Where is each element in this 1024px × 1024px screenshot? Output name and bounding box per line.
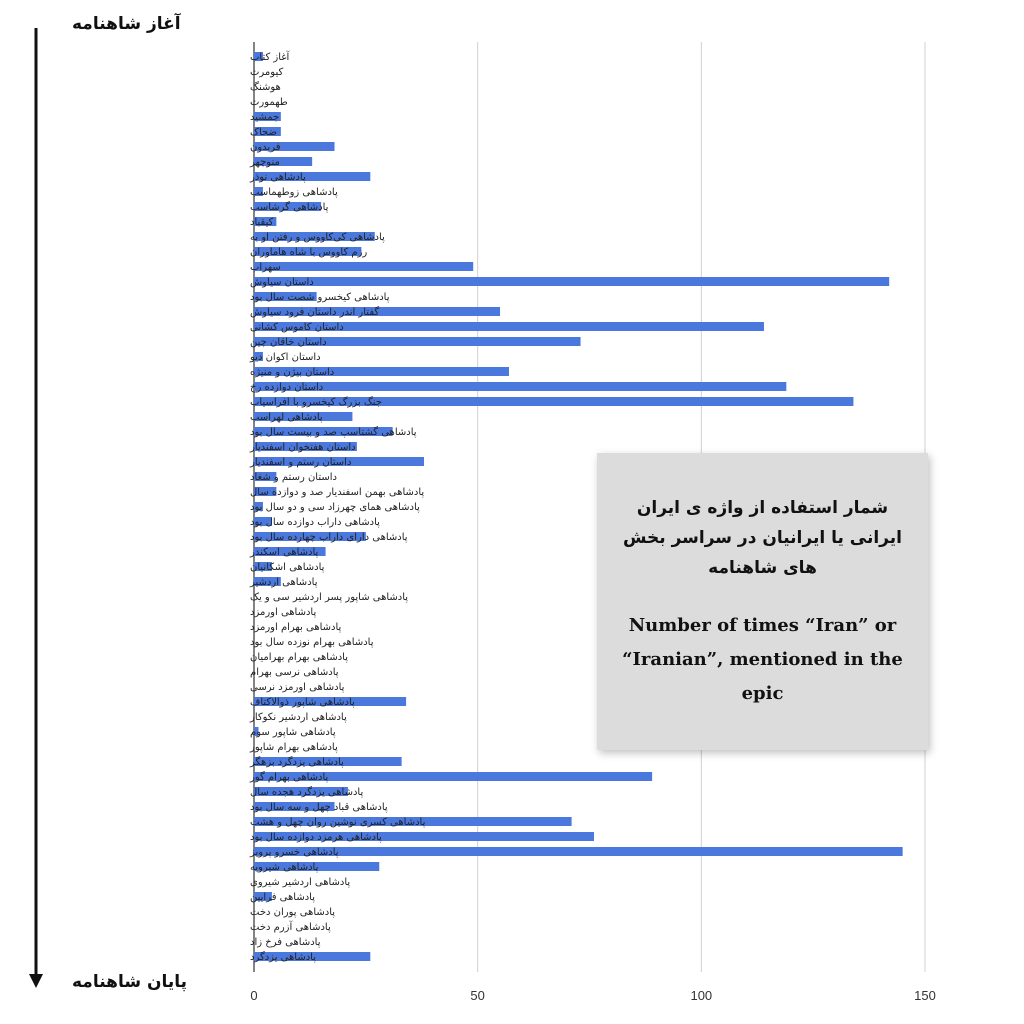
category-label: پادشاهی دارای داراب چهارده سال بود	[250, 532, 408, 543]
category-label: پادشاهی نرسی بهرام	[250, 667, 339, 678]
category-label: پادشاهی یزدگرد هجده سال	[250, 787, 364, 798]
end-label: پایان شاهنامه	[72, 972, 188, 992]
category-label: پادشاهی اسکندر	[250, 547, 319, 558]
annotation-persian: شمار استفاده از واژه ی ایران ایرانی یا ایرانیان در سراسر بخش های شاهنامه	[623, 497, 902, 578]
category-label: پادشاهی نوذر	[250, 172, 306, 183]
category-label: فریدون	[250, 142, 281, 153]
category-label: پادشاهی گشتاسپ صد و بیست سال بود	[250, 427, 417, 438]
x-tick-label: 50	[470, 988, 485, 1003]
category-label: پادشاهی اردشیر شیروی	[250, 877, 351, 888]
category-label: پادشاهی لهراسب	[250, 412, 323, 423]
category-label: پادشاهی کسری نوشین روان چهل و هشت	[250, 817, 426, 828]
category-label: پادشاهی یزدگرد بزهگر	[250, 757, 344, 768]
category-label: داستان رستم و اسفندیار	[250, 457, 352, 468]
bar	[254, 847, 903, 856]
category-label: رزم کاووس با شاه هاماوران	[250, 247, 368, 258]
category-label: سهراب	[250, 262, 281, 273]
category-label: پادشاهی آزرم دخت	[250, 922, 331, 933]
category-label: پادشاهی اردشیر	[250, 577, 318, 588]
category-label: داستان خاقان چین	[250, 337, 327, 348]
category-label: داستان سیاوش	[250, 277, 314, 288]
category-label: طهمورث	[250, 97, 288, 108]
category-label: پادشاهی یزدگرد	[250, 952, 316, 963]
category-label: پادشاهی گرشاسب	[250, 202, 329, 213]
category-label: پادشاهی بهمن اسفندیار صد و دوازده سال	[250, 487, 425, 498]
annotation-box	[597, 453, 928, 750]
category-label: آغاز کتاب	[250, 52, 290, 63]
category-label: پادشاهی همای چهرزاد سی و دو سال بود	[250, 502, 420, 513]
category-label: پادشاهی خسرو پرویز	[250, 847, 339, 858]
category-label: پادشاهی بهرام نوزده سال بود	[250, 637, 374, 648]
start-label: آغاز شاهنامه	[72, 14, 181, 34]
category-label: کیقباد	[250, 217, 274, 228]
x-tick-labels	[250, 988, 935, 1003]
category-label: پادشاهی کیخسرو شصت سال بود	[250, 292, 390, 303]
category-label: هوشنگ	[250, 82, 281, 93]
category-label: پادشاهی بهرام بهرامیان	[250, 652, 349, 663]
category-label: پادشاهی اشکانیان	[250, 562, 325, 573]
x-tick-label: 150	[914, 988, 936, 1003]
category-label: پادشاهی شیرویه	[250, 862, 319, 873]
category-label: منوچهر	[250, 157, 280, 168]
category-label: جنگ بزرگ کیخسرو با افراسیاب	[250, 397, 382, 408]
category-label: پادشاهی قباد چهل و سه سال بود	[250, 802, 388, 813]
category-label: پادشاهی داراب دوازده سال بود	[250, 517, 380, 528]
category-label: پادشاهی فرخ زاد	[250, 937, 321, 948]
category-label: پادشاهی فرایین	[250, 892, 315, 903]
category-label: پادشاهی اردشیر نکوکار	[250, 712, 347, 723]
category-label: پادشاهی هرمزد دوازده سال بود	[250, 832, 382, 843]
category-label: پادشاهی بهرام شاپور	[250, 742, 338, 753]
category-label: پادشاهی اورمزد	[250, 607, 317, 618]
timeline-arrow-head	[29, 974, 43, 988]
category-label: پادشاهی شاپور ذوالاکتاف	[250, 697, 355, 708]
category-label: پادشاهی شاپور سوم	[250, 727, 336, 738]
x-tick-label: 0	[250, 988, 258, 1003]
category-label: گفتار اندر داستان فرود سیاوش	[250, 307, 380, 318]
category-label: پادشاهی پوران دخت	[250, 907, 336, 918]
category-labels	[249, 50, 426, 963]
category-label: داستان اکوان دیو	[250, 352, 321, 363]
annotation-english: Number of times “Iran” or “Iranian”, mentioned in the epic	[622, 614, 903, 704]
category-label: جمشید	[250, 112, 280, 123]
bar	[254, 277, 889, 286]
category-label: پادشاهی شاپور پسر اردشیر سی و یک	[250, 592, 409, 603]
category-label: پادشاهی بهرام اورمزد	[250, 622, 342, 633]
category-label: ضحاک	[250, 127, 277, 138]
category-label: پادشاهی کی‌کاووس و رفتن او به	[250, 232, 385, 243]
x-tick-label: 100	[690, 988, 713, 1003]
bar	[254, 262, 473, 271]
category-label: داستان هفتخوان اسفندیار	[250, 442, 356, 453]
category-label: پادشاهی اورمزد نرسی	[250, 682, 345, 693]
bar	[254, 382, 786, 391]
category-label: پادشاهی بهرام گور	[250, 772, 329, 783]
category-label: داستان بیژن و منیژه	[250, 367, 335, 378]
category-label: داستان دوازده رخ	[250, 382, 324, 393]
category-label: کیومرث	[250, 67, 284, 78]
category-label: پادشاهی زوطهماسب	[250, 187, 338, 198]
category-label: داستان رستم و شغاد	[250, 472, 337, 483]
category-label: داستان کاموس کشانی	[250, 322, 344, 333]
